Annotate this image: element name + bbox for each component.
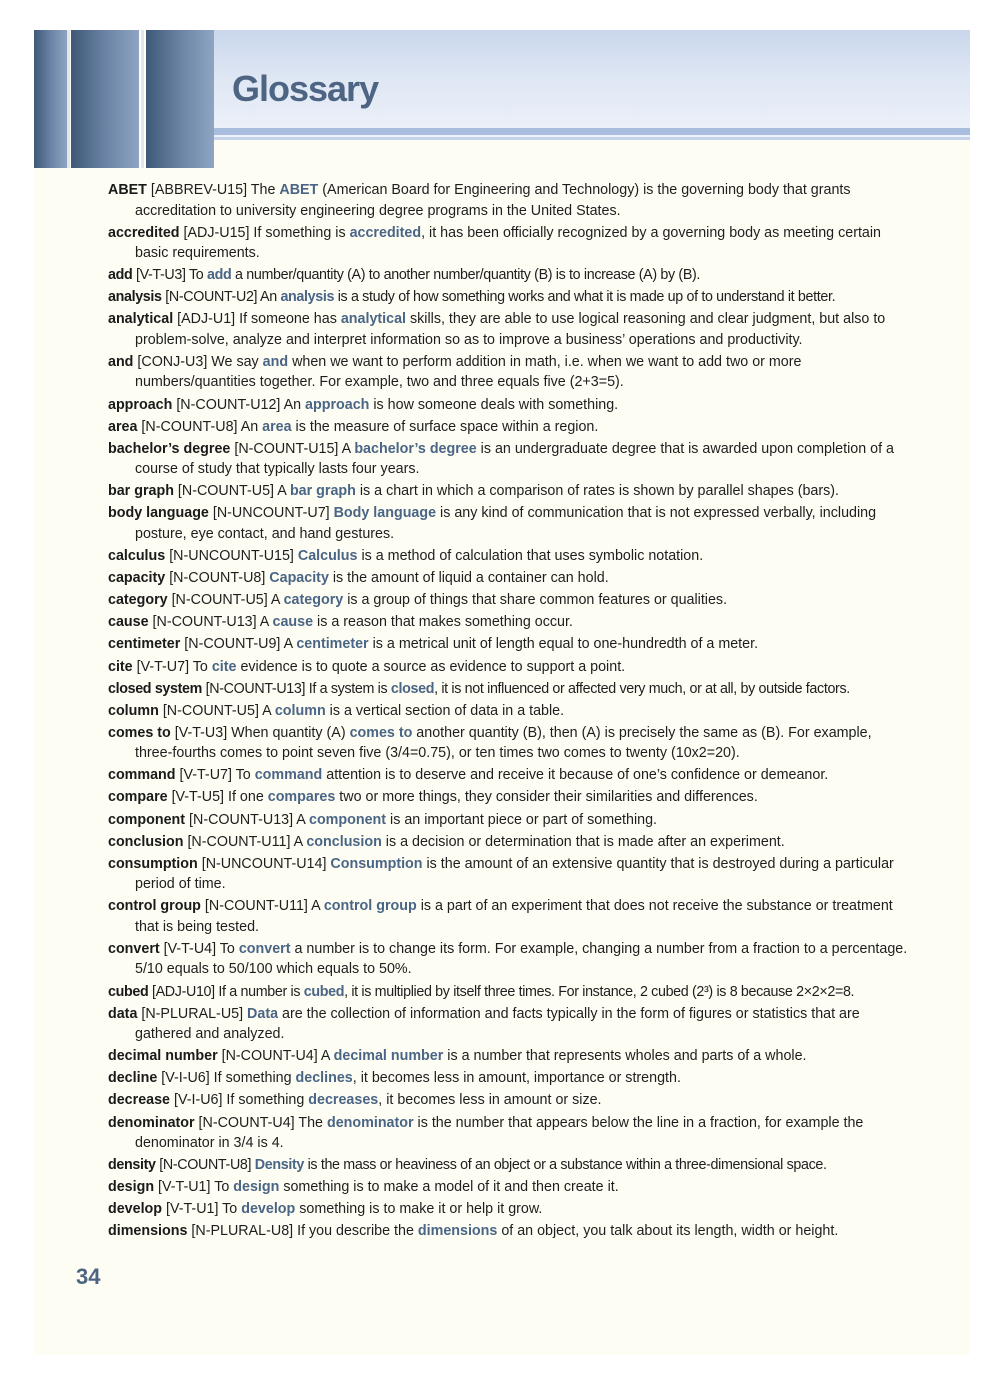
decorative-bar-2 (71, 30, 139, 168)
glossary-term: decrease (108, 1092, 171, 1109)
glossary-term: cause (108, 614, 149, 631)
glossary-term: closed system (108, 680, 202, 697)
glossary-entry (108, 679, 908, 700)
glossary-term: body language (108, 505, 209, 522)
page-number: 34 (76, 1264, 101, 1289)
glossary-entry (108, 309, 908, 350)
glossary-entry (108, 1155, 908, 1176)
glossary-entry (108, 832, 908, 853)
glossary-definition-start: If something (226, 1092, 309, 1109)
glossary-definition: is a part of an experiment that does not receive the substance or treatment that is being tested. (135, 898, 893, 935)
glossary-entry (108, 1068, 908, 1089)
glossary-highlight: and (262, 353, 289, 370)
glossary-highlight: Capacity (269, 570, 329, 587)
glossary-entry (108, 439, 908, 480)
glossary-tag: [V-T-U3] (170, 724, 232, 741)
glossary-entry (108, 223, 908, 264)
glossary-tag: [N-COUNT-U5] (173, 483, 278, 500)
glossary-highlight: convert (238, 940, 291, 957)
glossary-definition: is a metrical unit of length equal to one-hundredth of a meter. (368, 636, 759, 653)
glossary-highlight: analysis (280, 289, 335, 306)
glossary-term: cite (108, 658, 133, 675)
glossary-term: category (108, 592, 168, 609)
glossary-definition-start: We say (211, 353, 263, 370)
glossary-definition-start: An (283, 396, 306, 413)
glossary-entry (108, 723, 908, 764)
glossary-definition-start: When quantity (A) (231, 724, 350, 741)
glossary-entry (108, 590, 908, 611)
glossary-definition-start: If a number is (218, 983, 304, 1000)
glossary-highlight: add (207, 267, 232, 284)
glossary-definition: is the number that appears below the line in a fraction, for example the denominator in 3/4 is 4. (135, 1114, 864, 1151)
glossary-tag: [N-COUNT-U11] (183, 833, 294, 850)
glossary-term: calculus (108, 548, 166, 565)
glossary-term: decimal number (108, 1048, 218, 1065)
glossary-highlight: decreases (308, 1092, 379, 1109)
glossary-definition-start: If you describe the (297, 1223, 418, 1240)
glossary-entry (108, 287, 908, 308)
glossary-tag: [N-COUNT-U13] (185, 811, 297, 828)
glossary-tag: [V-T-U4] (159, 940, 220, 957)
glossary-definition: is a method of calculation that uses symbolic notation. (357, 548, 704, 565)
glossary-tag: [N-COUNT-U9] (180, 636, 284, 653)
glossary-tag: [V-T-U7] (175, 767, 236, 784)
glossary-definition: a number/quantity (A) to another number/quantity (B) is to increase (A) by (B). (231, 267, 701, 284)
glossary-term: command (108, 767, 176, 784)
glossary-term: density (108, 1157, 156, 1174)
glossary-highlight: bar graph (289, 483, 356, 500)
glossary-definition-start: An (260, 289, 281, 306)
glossary-tag: [N-COUNT-U5] (158, 702, 263, 719)
glossary-entry (108, 896, 908, 937)
glossary-highlight: declines (295, 1070, 353, 1087)
glossary-term: approach (108, 396, 173, 413)
glossary-tag: [N-COUNT-U4] (194, 1114, 299, 1131)
glossary-tag: [V-I-U6] (170, 1092, 227, 1109)
glossary-definition-start: If something (213, 1070, 296, 1087)
glossary-entry (108, 1113, 908, 1154)
glossary-entry (108, 634, 908, 655)
glossary-definition-start: A (262, 702, 275, 719)
glossary-term: comes to (108, 724, 171, 741)
glossary-highlight: design (233, 1179, 280, 1196)
glossary-definition: , it becomes less in amount or size. (378, 1092, 602, 1109)
glossary-highlight: column (274, 702, 326, 719)
glossary-term: bachelor’s degree (108, 440, 231, 457)
glossary-entry (108, 481, 908, 502)
glossary-definition: skills, they are able to use logical reasoning and clear judgment, but also to problem-solve, analyze and interpret information so as to improve a business’ operations and productivity. (135, 311, 886, 348)
glossary-definition: is how someone deals with something. (369, 396, 619, 413)
glossary-tag: [V-T-U3] (132, 267, 189, 284)
glossary-tag: [N-COUNT-U13] (148, 614, 260, 631)
decorative-bar-3 (146, 30, 214, 168)
glossary-term: denominator (108, 1114, 195, 1131)
glossary-highlight: Density (254, 1157, 304, 1174)
decorative-bar-1 (34, 30, 67, 168)
glossary-definition: a number is to change its form. For example, changing a number from a fraction to a percentage. 5/10 equals to 50/100 which equals to 50%. (135, 940, 908, 978)
glossary-highlight: approach (305, 396, 370, 413)
glossary-highlight: Calculus (297, 548, 358, 565)
glossary-highlight: comes to (349, 724, 413, 741)
glossary-definition-start: To (214, 1179, 234, 1196)
glossary-highlight: cubed (303, 983, 345, 1000)
glossary-term: and (108, 353, 134, 370)
glossary-definition: is a group of things that share common features or qualities. (343, 592, 728, 609)
glossary-entry (108, 546, 908, 567)
glossary-definition: , it is not influenced or affected very much, or at all, by outside factors. (434, 680, 850, 697)
glossary-definition: is an undergraduate degree that is awarded upon completion of a course of study that typically lasts four years. (135, 440, 894, 478)
glossary-definition: , it is multiplied by itself three times. For instance, 2 cubed (2³) is 8 because 2×2×2=8. (344, 983, 855, 1000)
glossary-definition-start: A (270, 592, 284, 609)
glossary-definition: is an important piece or part of something. (386, 811, 658, 828)
glossary-definition: attention is to deserve and receive it because of one’s confidence or demeanor. (322, 767, 829, 784)
glossary-definition: is a vertical section of data in a table. (325, 702, 565, 719)
glossary-definition-start: A (320, 1048, 334, 1065)
glossary-tag: [ADJ-U10] (148, 983, 219, 1000)
glossary-tag: [N-COUNT-U13] (202, 680, 309, 697)
glossary-highlight: component (309, 811, 387, 828)
glossary-term: dimensions (108, 1223, 188, 1240)
glossary-highlight: dimensions (417, 1223, 498, 1240)
glossary-term: centimeter (108, 636, 181, 653)
glossary-definition-start: A (341, 440, 355, 457)
glossary-highlight: compares (267, 789, 336, 806)
glossary-definition-start: A (283, 636, 297, 653)
glossary-definition: is a decision or determination that is made after an experiment. (381, 833, 785, 850)
glossary-definition-start: If someone has (239, 311, 341, 328)
header-stripe-thin (214, 137, 970, 140)
glossary-definition-start: A (311, 898, 324, 915)
glossary-highlight: accredited (349, 224, 422, 241)
glossary-tag: [V-T-U5] (167, 789, 228, 806)
glossary-entry (108, 503, 908, 544)
glossary-highlight: cause (272, 614, 314, 631)
bar-divider (67, 30, 70, 168)
glossary-tag: [N-PLURAL-U5] (137, 1005, 248, 1022)
glossary-definition-start: A (277, 483, 290, 500)
glossary-tag: [N-COUNT-U15] (230, 440, 342, 457)
glossary-highlight: bachelor’s degree (354, 440, 477, 457)
glossary-definition-start: If something is (253, 224, 350, 241)
glossary-definition: is a number that represents wholes and parts of a whole. (443, 1048, 807, 1065)
glossary-highlight: decimal number (333, 1048, 444, 1065)
glossary-term: accredited (108, 224, 180, 241)
glossary-highlight: conclusion (306, 833, 382, 850)
glossary-highlight: cite (211, 658, 237, 675)
glossary-highlight: category (283, 592, 344, 609)
glossary-term: area (108, 418, 138, 435)
glossary-definition: evidence is to quote a source as evidence to support a point. (236, 658, 626, 675)
glossary-tag: [N-COUNT-U11] (200, 898, 312, 915)
glossary-highlight: command (254, 767, 323, 784)
glossary-tag: [N-COUNT-U5] (167, 592, 271, 609)
glossary-definition: is any kind of communication that is not expressed verbally, including posture, eye contact, and hand gestures. (135, 505, 877, 542)
glossary-tag: [V-T-U1] (162, 1201, 223, 1218)
glossary-definition-start: If a system is (308, 680, 391, 697)
glossary-entry (108, 1221, 908, 1242)
glossary-definition: is a reason that makes something occur. (313, 614, 573, 631)
glossary-tag: [N-COUNT-U4] (217, 1048, 321, 1065)
glossary-definition-start: To (222, 1201, 242, 1218)
glossary-term: add (108, 267, 133, 284)
glossary-definition-start: If one (228, 789, 268, 806)
glossary-definition: (American Board for Engineering and Technology) is the governing body that grants accreditation to university engineering degree programs in the United States. (135, 182, 851, 219)
glossary-entry (108, 568, 908, 589)
glossary-tag: [V-T-U7] (132, 658, 193, 675)
glossary-tag: [ADJ-U15] (179, 224, 254, 241)
glossary-entry (108, 765, 908, 786)
glossary-term: data (108, 1005, 138, 1022)
glossary-term: design (108, 1179, 155, 1196)
glossary-tag: [ADJ-U1] (173, 311, 240, 328)
glossary-definition-start: To (189, 267, 208, 284)
glossary-definition-start: To (219, 940, 239, 957)
glossary-highlight: closed (390, 680, 435, 697)
glossary-definition: something is to make a model of it and then create it. (279, 1179, 619, 1196)
glossary-term: decline (108, 1070, 158, 1087)
glossary-term: convert (108, 940, 160, 957)
glossary-term: bar graph (108, 483, 174, 500)
glossary-definition: is a chart in which a comparison of rates is shown by parallel shapes (bars). (355, 483, 840, 500)
glossary-definition-start: The (250, 182, 280, 198)
glossary-highlight: centimeter (296, 636, 369, 653)
glossary-entry (108, 265, 908, 286)
glossary-definition-start: To (192, 658, 212, 675)
glossary-term: compare (108, 789, 168, 806)
glossary-entry (108, 180, 908, 221)
glossary-entry (108, 612, 908, 633)
glossary-definition: another quantity (B), then (A) is precisely the same as (B). For example, three-fourths comes to point seven five (3/4=0.75), or ten times two comes to twenty (10x2=20). (135, 724, 872, 762)
glossary-definition: two or more things, they consider their similarities and differences. (335, 789, 758, 806)
glossary-term: consumption (108, 855, 198, 872)
glossary-entry (108, 1199, 908, 1220)
glossary-tag: [N-COUNT-U8] (137, 418, 241, 435)
glossary-highlight: area (262, 418, 292, 435)
glossary-tag: [N-COUNT-U8] (155, 1157, 255, 1174)
glossary-term: analytical (108, 311, 174, 328)
glossary-term: control group (108, 898, 201, 915)
glossary-definition-start: A (259, 614, 273, 631)
glossary-tag: [N-PLURAL-U8] (187, 1223, 298, 1240)
glossary-highlight: Consumption (330, 855, 423, 872)
glossary-tag: [N-COUNT-U8] (165, 570, 270, 587)
glossary-tag: [V-I-U6] (157, 1070, 214, 1087)
glossary-definition: is the amount of liquid a container can hold. (328, 570, 609, 587)
glossary-highlight: denominator (326, 1114, 414, 1131)
glossary-definition-start: A (293, 833, 307, 850)
glossary-entry (108, 701, 908, 722)
glossary-entry (108, 1004, 908, 1045)
glossary-entry (108, 982, 908, 1003)
glossary-definition: , it has been officially recognized by a governing body as meeting certain basic requirements. (135, 224, 882, 262)
glossary-tag: [CONJ-U3] (133, 353, 212, 370)
glossary-definition: is the mass or heaviness of an object or a substance within a three-dimensional space. (303, 1157, 827, 1174)
glossary-highlight: develop (241, 1201, 296, 1218)
glossary-tag: [V-T-U1] (154, 1179, 215, 1196)
glossary-tag: [ABBREV-U15] (146, 182, 251, 198)
glossary-term: cubed (108, 983, 149, 1000)
glossary-entry (108, 810, 908, 831)
header-stripe (214, 128, 970, 135)
glossary-entry (108, 657, 908, 678)
page-title: Glossary (232, 68, 379, 109)
glossary-term: conclusion (108, 833, 184, 850)
glossary-entry (108, 939, 908, 980)
glossary-term: column (108, 702, 159, 719)
glossary-tag: [N-COUNT-U2] (161, 289, 261, 306)
glossary-entry (108, 352, 908, 393)
glossary-highlight: Data (247, 1005, 279, 1022)
glossary-tag: [N-COUNT-U12] (172, 396, 284, 413)
glossary-term: component (108, 811, 186, 828)
glossary-tag: [N-UNCOUNT-U14] (197, 855, 331, 872)
glossary-highlight: control group (323, 898, 417, 915)
glossary-highlight: analytical (340, 311, 407, 328)
glossary-highlight: Body language (333, 505, 437, 522)
glossary-entry (108, 787, 908, 808)
glossary-definition: are the collection of information and facts typically in the form of figures or statistics that are gathered and analyzed. (135, 1005, 860, 1043)
glossary-tag: [N-UNCOUNT-U15] (165, 548, 298, 565)
glossary-term: ABET (108, 182, 147, 198)
glossary-highlight: ABET (279, 182, 319, 198)
glossary-tag: [N-UNCOUNT-U7] (208, 505, 334, 522)
glossary-definition: is the measure of surface space within a region. (291, 418, 599, 435)
glossary-term: capacity (108, 570, 166, 587)
glossary-entry (108, 395, 908, 416)
glossary-definition-start: The (298, 1114, 327, 1131)
glossary-definition: , it becomes less in amount, importance or strength. (352, 1070, 681, 1087)
glossary-definition-start: A (296, 811, 309, 828)
bar-divider (141, 30, 144, 168)
glossary-entry (108, 417, 908, 438)
glossary-entry (108, 1090, 908, 1111)
glossary-term: develop (108, 1201, 163, 1218)
glossary-entry (108, 1177, 908, 1198)
glossary-list (108, 180, 908, 1243)
glossary-term: analysis (108, 289, 162, 306)
glossary-entry (108, 1046, 908, 1067)
glossary-definition: of an object, you talk about its length, width or height. (497, 1223, 839, 1240)
glossary-entry (108, 854, 908, 895)
glossary-definition: when we want to perform addition in math, i.e. when we want to add two or more numbers/quantities together. For example, two and three equals five (2+3=5). (135, 353, 802, 391)
glossary-definition: something is to make it or help it grow. (295, 1201, 543, 1218)
glossary-definition: is a study of how something works and what it is made up of to understand it better. (334, 289, 836, 306)
glossary-definition: is the amount of an extensive quantity that is destroyed during a particular period of time. (135, 855, 894, 893)
glossary-definition-start: An (240, 418, 263, 435)
glossary-definition-start: To (235, 767, 255, 784)
